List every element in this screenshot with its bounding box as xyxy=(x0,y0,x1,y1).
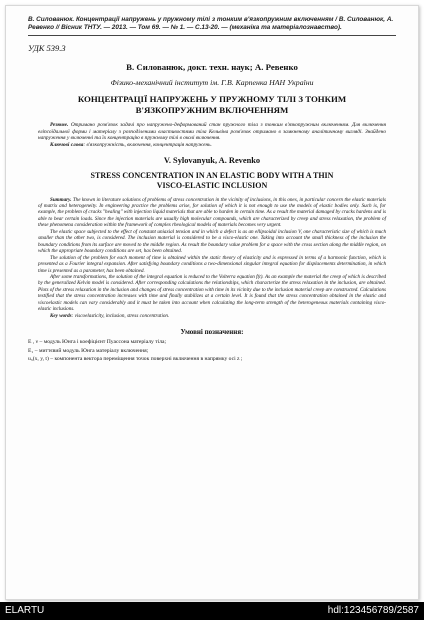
title-en-line-2: VISCO-ELASTIC INCLUSION xyxy=(156,181,268,191)
title-ua-line-2: В'ЯЗКОПРУЖНИМ ВКЛЮЧЕННЯМ xyxy=(135,105,289,116)
notation-list xyxy=(28,338,396,364)
handle-id: hdl:123456789/2587 xyxy=(327,605,419,616)
keywords-en xyxy=(38,313,386,319)
summary-text-1: The known in literature solutions of problems of stress concentration in the vicinity of inclusions, in this ones, in particular concern the elastic materials of matrix and heterogeneity. In engineering practice the problems arise, for solution of which it is not enough to use the models of elastic bodies only. Such is, for example, the problem of cracks "healing" with injection liquid materials that are able to harden in certain time. As a result the material damaged by cracks hardens and is able to bear certain loads. Since the injection materials are usually high molecular compounds, which are characterized by creep and stress relaxation, the problem of these phenomena consideration within the framework of complex rheological models of materials becomes very urgent. xyxy=(38,196,386,229)
keywords-en-text: : viscoelasticity, inclusion, stress concentration. xyxy=(71,312,170,319)
abstract-label: Резюме. xyxy=(50,122,69,129)
summary-paragraph-4: After some transformations, the solution of the integral equation is reduced to the Volterra equation f(t). As an example the material the creep of which is described by the generalized Kelvin model is considered. After corresponding calculations the relationships, which characterize the stress relaxation in the inclusion, are obtained. Plots of the stress relaxation in the inclusion and changes of stress concentration with time in its vicinity due to the inclusion material creep are constructed. Calculations testified that the stress concentration increases with time and finally stabilizes at a certain level. It is found that the stress concentration obtained in the elastic and viscoelastic models can vary considerably and it must be taken into account when calculating the long-term strength of the heterogeneous materials containing visco-elastic inclusions. xyxy=(38,274,386,313)
citation-header: В. Силованюк. Концентрації напружень у пружному тілі з тонким в'язкопружним включенням / В. Силованюк, А. Ревенко // Вісник ТНТУ. — 2013. — Том 69. — № 1. — С.13-20. — (механіка та матеріалознавство). xyxy=(28,16,396,36)
authors-en: V. Sylovanyuk, A. Revenko xyxy=(163,155,261,165)
footer-bar xyxy=(0,602,424,620)
summary-en xyxy=(28,197,396,313)
keywords-label: Ключові слова xyxy=(50,141,84,148)
notation-item: E , ν – модуль Юнга і коефіцієнт Пуассона матеріалу тіла; xyxy=(28,339,167,346)
keywords-text: : в'язкопружність, включення, концентрація напружень. xyxy=(83,141,212,148)
summary-paragraph-3: The solution of the problem for each moment of time is obtained within the static theory of elasticity and is expressed in terms of a harmonic function, which is presented as a Fourier integral expansion. After satisfying boundary conditions a two-dimensional singular integral equation for displacements determination, in which time is presented as a parameter, has been obtained. xyxy=(38,254,386,274)
abstract-text: Отримано розв'язок задачі про напружено-деформований стан пружного тіла з тонким в'язкопружним включенням. Для включення еліпсоїдальної форми і матеріалу з розподіленими властивостями тіла Кельвіна розв'язок отримано в замкненому аналітичному вигляді. Знайдено напруження у включенні та їх концентрацію в пружному тілі в околі включення. xyxy=(38,122,386,142)
notation-heading: Умовні позначення: xyxy=(180,328,244,337)
notation-item: u₃(x, y, t) – компонента вектора переміщення точок поверхні включення в напрямку осі z ; xyxy=(28,356,243,363)
keywords-ua xyxy=(38,142,386,149)
notation-item: E₁ – миттєвий модуль Юнга матеріалу включення; xyxy=(28,347,149,354)
document-page xyxy=(5,5,419,600)
udk-code: УДК 539.3 xyxy=(28,43,66,54)
title-ua xyxy=(28,94,396,116)
summary-label: Summary. xyxy=(50,196,72,203)
title-ua-line-1: КОНЦЕНТРАЦІЇ НАПРУЖЕНЬ У ПРУЖНОМУ ТІЛІ З ТОНКИМ xyxy=(77,94,347,105)
title-en xyxy=(28,171,396,192)
authors-ua: В. Силованюк, докт. техн. наук; А. Ревенко xyxy=(126,62,298,73)
abstract-ua xyxy=(38,122,386,142)
keywords-en-label: Key words xyxy=(50,312,72,319)
summary-paragraph-2: The elastic space subjected to the effect of constant uniaxial tension and in which a defect is as an ellipsoidal inclusion V, one characteristic size of which is much smaller than the other two, is considered. The inclusion material is considered to be a visco-elastic one. Taking into account the small thickness of the inclusion the boundary conditions from its surface are moved to the middle region. As result the boundary value problem for a space with the cross section along the middle region, on which the appropriate boundary conditions are set, has been obtained. xyxy=(38,228,386,255)
title-en-line-1: STRESS CONCENTRATION IN AN ELASTIC BODY WITH A THIN xyxy=(90,170,334,180)
repository-name: ELARTU xyxy=(5,605,45,616)
affiliation: Фізико-механічний інститут ім. Г.В. Карпенка НАН України xyxy=(110,78,314,88)
summary-paragraph-1 xyxy=(38,197,386,229)
